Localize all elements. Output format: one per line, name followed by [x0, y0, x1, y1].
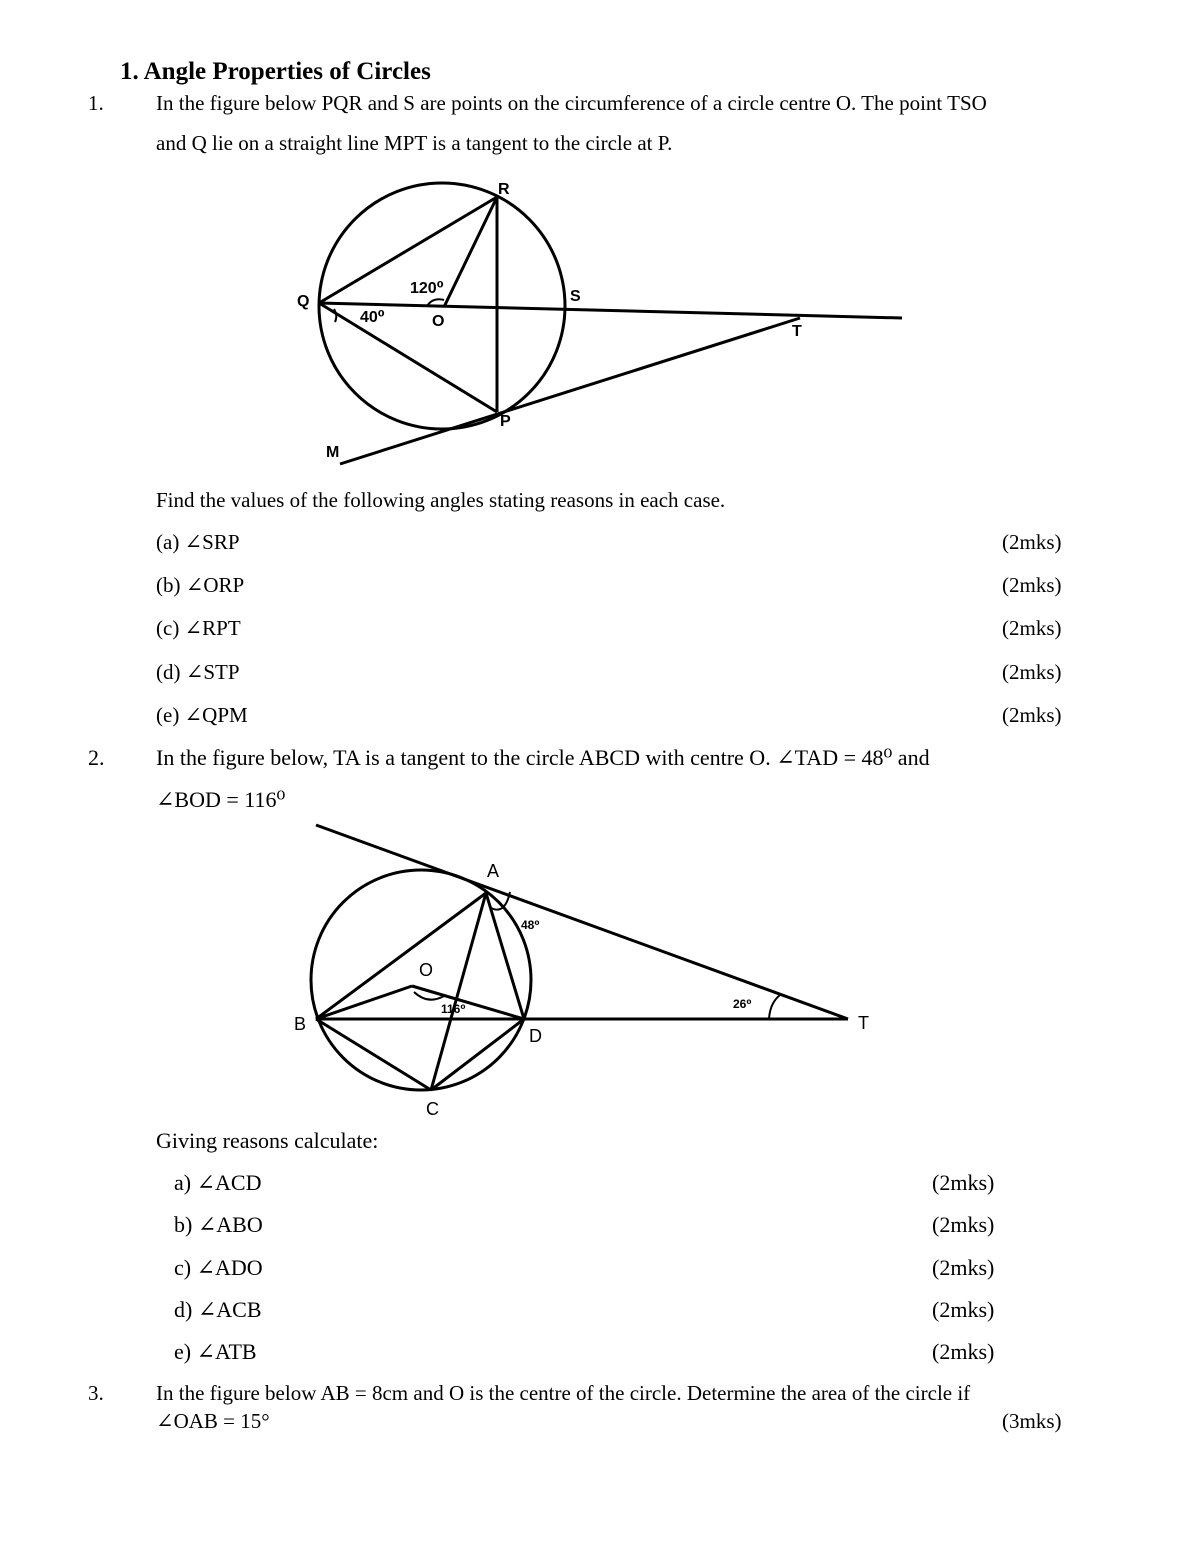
q2-part-d: d) ∠ACB — [174, 1297, 262, 1322]
q2-angle-116: 116⁰ — [441, 1002, 466, 1016]
q2-label-T: T — [858, 1013, 869, 1033]
q1-part-d-marks: (2mks) — [1002, 660, 1062, 684]
q2-label-C: C — [426, 1099, 439, 1119]
q1-label-O: O — [432, 313, 445, 330]
q1-label-P: P — [500, 413, 511, 430]
q2-label-A: A — [487, 861, 500, 881]
q1-text-line1: In the figure below PQR and S are points on the circumference of a circle centre O. The point TSO — [156, 91, 987, 115]
q1-part-c: (c) ∠RPT — [156, 616, 241, 640]
q2-part-c-marks: (2mks) — [932, 1255, 995, 1280]
q1-part-c-marks: (2mks) — [1002, 616, 1062, 640]
q3-text-line2: ∠OAB = 15° — [156, 1409, 270, 1433]
q2-part-d-marks: (2mks) — [932, 1297, 995, 1322]
q1-number: 1. — [88, 91, 104, 115]
q2-label-B: B — [294, 1014, 307, 1034]
q1-part-e: (e) ∠QPM — [156, 703, 248, 727]
q1-label-Q: Q — [297, 293, 310, 310]
q3-text-line1: In the figure below AB = 8cm and O is the centre of the circle. Determine the area of the circle if — [156, 1381, 971, 1405]
section-title: 1. Angle Properties of Circles — [120, 58, 431, 85]
q1-part-b-marks: (2mks) — [1002, 573, 1062, 597]
q2-number: 2. — [88, 745, 105, 770]
q1-part-a-marks: (2mks) — [1002, 530, 1062, 554]
q2-text-line1: In the figure below, TA is a tangent to the circle ABCD with centre O. ∠TAD = 48⁰ and — [156, 745, 930, 770]
q2-part-a-marks: (2mks) — [932, 1170, 995, 1195]
q2-line-BO — [316, 986, 412, 1019]
q2-angle-26: 26⁰ — [733, 997, 752, 1011]
q2-arc-26 — [769, 995, 780, 1019]
q2-instruction: Giving reasons calculate: — [156, 1128, 379, 1153]
q2-line-AD — [486, 893, 524, 1019]
q3-number: 3. — [88, 1381, 104, 1405]
q1-label-S: S — [570, 288, 581, 305]
q2-part-e: e) ∠ATB — [174, 1339, 257, 1364]
q1-part-a: (a) ∠SRP — [156, 530, 240, 554]
q3-marks: (3mks) — [1002, 1409, 1062, 1433]
q2-part-c: c) ∠ADO — [174, 1255, 263, 1280]
q2-text-line2: ∠BOD = 116⁰ — [156, 787, 286, 812]
q1-label-T: T — [792, 323, 802, 340]
q1-part-e-marks: (2mks) — [1002, 703, 1062, 727]
q2-label-O: O — [419, 960, 434, 980]
q1-angle-120: 120⁰ — [410, 280, 444, 297]
q2-part-b: b) ∠ABO — [174, 1212, 263, 1237]
q1-instruction: Find the values of the following angles stating reasons in each case. — [156, 488, 726, 512]
q1-part-b: (b) ∠ORP — [156, 573, 245, 597]
q2-part-a: a) ∠ACD — [174, 1170, 262, 1195]
q2-label-D: D — [529, 1026, 542, 1046]
q2-part-e-marks: (2mks) — [932, 1339, 995, 1364]
q2-line-CD — [431, 1019, 524, 1090]
q2-angle-48: 48⁰ — [521, 918, 540, 932]
q1-label-M: M — [326, 444, 340, 461]
q1-label-R: R — [498, 181, 510, 198]
q2-part-b-marks: (2mks) — [932, 1212, 995, 1237]
q2-line-OD — [412, 986, 524, 1019]
q1-angle-40: 40⁰ — [360, 309, 385, 326]
q1-text-line2: and Q lie on a straight line MPT is a tangent to the circle at P. — [156, 131, 673, 155]
q2-tangent-TA — [316, 825, 848, 1019]
q1-part-d: (d) ∠STP — [156, 660, 240, 684]
q2-line-AC — [431, 893, 486, 1090]
